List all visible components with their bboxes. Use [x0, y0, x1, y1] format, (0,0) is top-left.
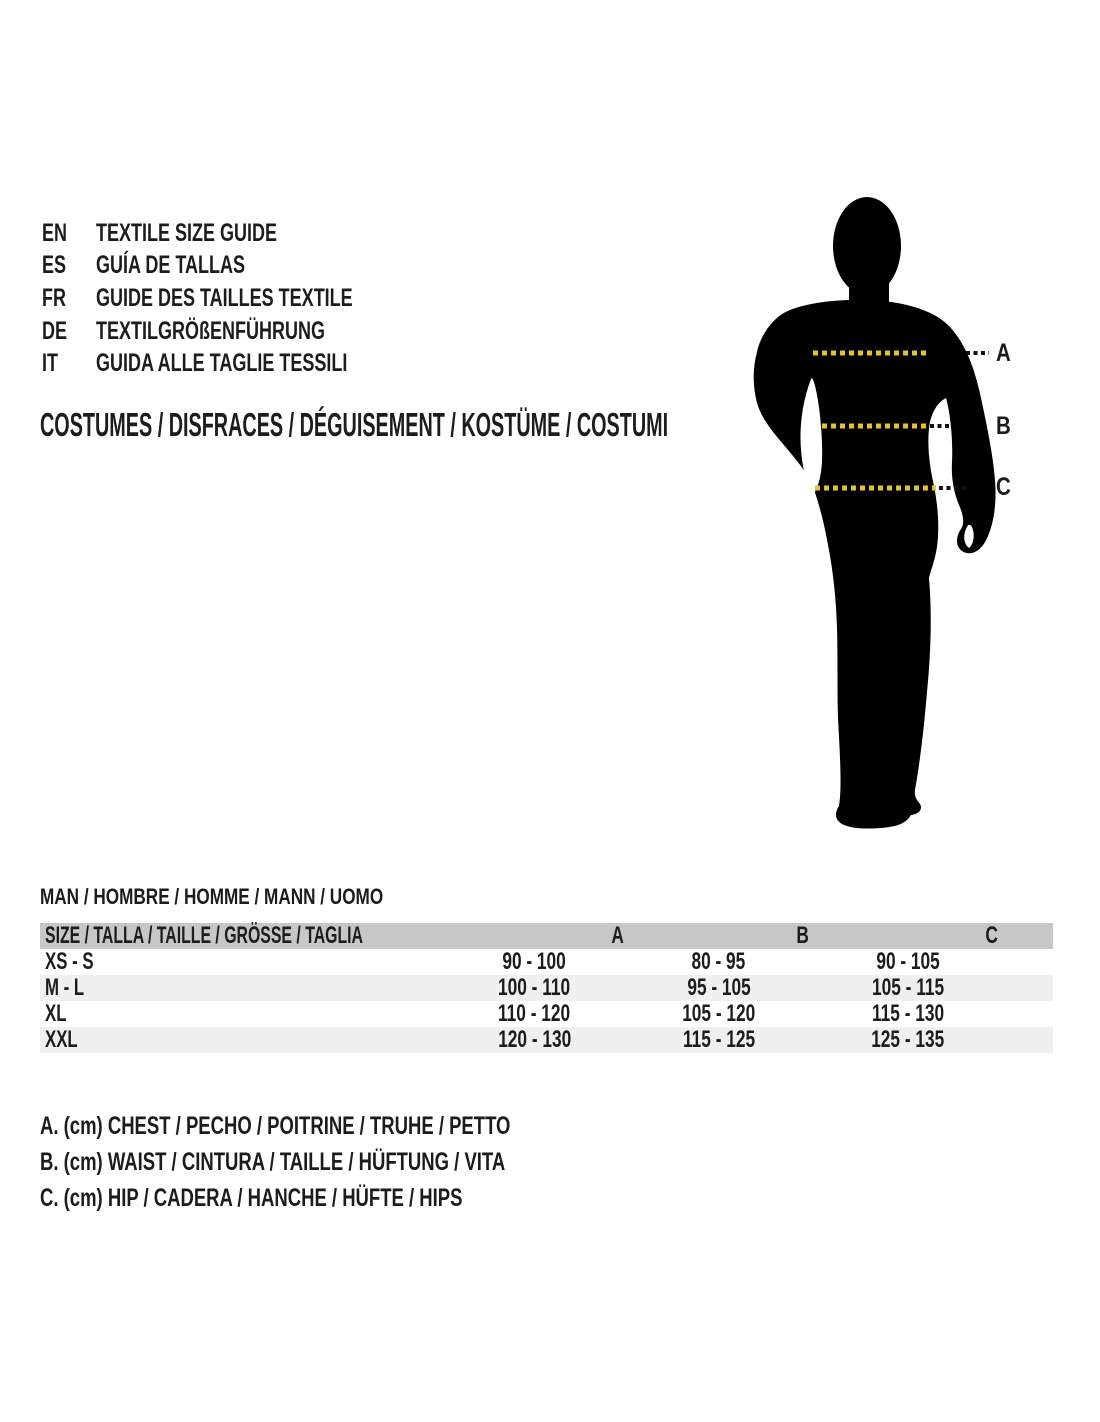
table-row-xl [40, 1001, 1053, 1027]
size-cell: XL [45, 1000, 67, 1027]
man-silhouette [754, 197, 996, 829]
chest-cell: 120 - 130 [497, 1026, 571, 1053]
language-code: EN [42, 218, 68, 247]
language-title: TEXTILE SIZE GUIDE [96, 218, 278, 247]
legend-chest: A. (cm) CHEST / PECHO / POITRINE / TRUHE / PETTO [40, 1111, 511, 1140]
measure-label-b: B [996, 412, 1011, 440]
language-row-it [42, 347, 453, 380]
size-table-header-row [40, 923, 1053, 949]
language-title: GUIDE DES TAILLES TEXTILE [96, 283, 353, 312]
legend-waist: B. (cm) WAIST / CINTURA / TAILLE / HÜFTUNG / VITA [40, 1147, 506, 1176]
language-code: IT [42, 349, 58, 378]
measure-label-c: C [996, 473, 1011, 501]
chest-cell: 110 - 120 [498, 1000, 571, 1027]
waist-cell: 115 - 125 [682, 1026, 755, 1053]
hip-cell: 105 - 115 [872, 974, 945, 1001]
size-table [40, 923, 1053, 1053]
section-title-man: MAN / HOMBRE / HOMME / MANN / UOMO [40, 884, 384, 909]
measure-label-a: A [996, 339, 1011, 367]
language-title: TEXTILGRÖßENFÜHRUNG [96, 316, 325, 345]
column-header-c: C [985, 922, 998, 949]
size-column-header: SIZE / TALLA / TAILLE / GRÖSSE / TAGLIA [45, 922, 363, 949]
language-title: GUÍA DE TALLAS [96, 251, 245, 280]
waist-cell: 80 - 95 [691, 948, 746, 975]
language-title: GUIDA ALLE TAGLIE TESSILI [96, 349, 348, 378]
measurement-legend [40, 1108, 676, 1216]
column-header-a: A [611, 922, 625, 949]
silhouette-highlights [800, 378, 973, 548]
language-row-fr [42, 282, 453, 315]
chest-cell: 90 - 100 [502, 948, 567, 975]
table-row-m-l [40, 975, 1053, 1001]
column-header-b: B [796, 922, 809, 949]
language-code: FR [42, 283, 66, 312]
chest-cell: 100 - 110 [498, 974, 571, 1001]
hip-cell: 90 - 105 [876, 948, 940, 975]
page-title: COSTUMES / DISFRACES / DÉGUISEMENT / KOSTÜME / COSTUMI [40, 406, 669, 443]
legend-hip: C. (cm) HIP / CADERA / HANCHE / HÜFTE / HIPS [40, 1183, 463, 1212]
language-row-en [42, 217, 453, 250]
language-code: ES [42, 251, 67, 280]
table-row-xs-s [40, 949, 1053, 975]
language-list [42, 217, 453, 380]
language-code: DE [42, 316, 68, 345]
hip-cell: 125 - 135 [871, 1026, 945, 1053]
language-row-de [42, 315, 453, 348]
waist-cell: 95 - 105 [686, 974, 751, 1001]
language-row-es [42, 250, 453, 283]
size-cell: XXL [45, 1026, 78, 1053]
hip-cell: 115 - 130 [872, 1000, 945, 1027]
size-cell: M - L [45, 974, 85, 1001]
waist-cell: 105 - 120 [682, 1000, 756, 1027]
table-row-xxl [40, 1027, 1053, 1053]
size-cell: XS - S [45, 948, 94, 975]
